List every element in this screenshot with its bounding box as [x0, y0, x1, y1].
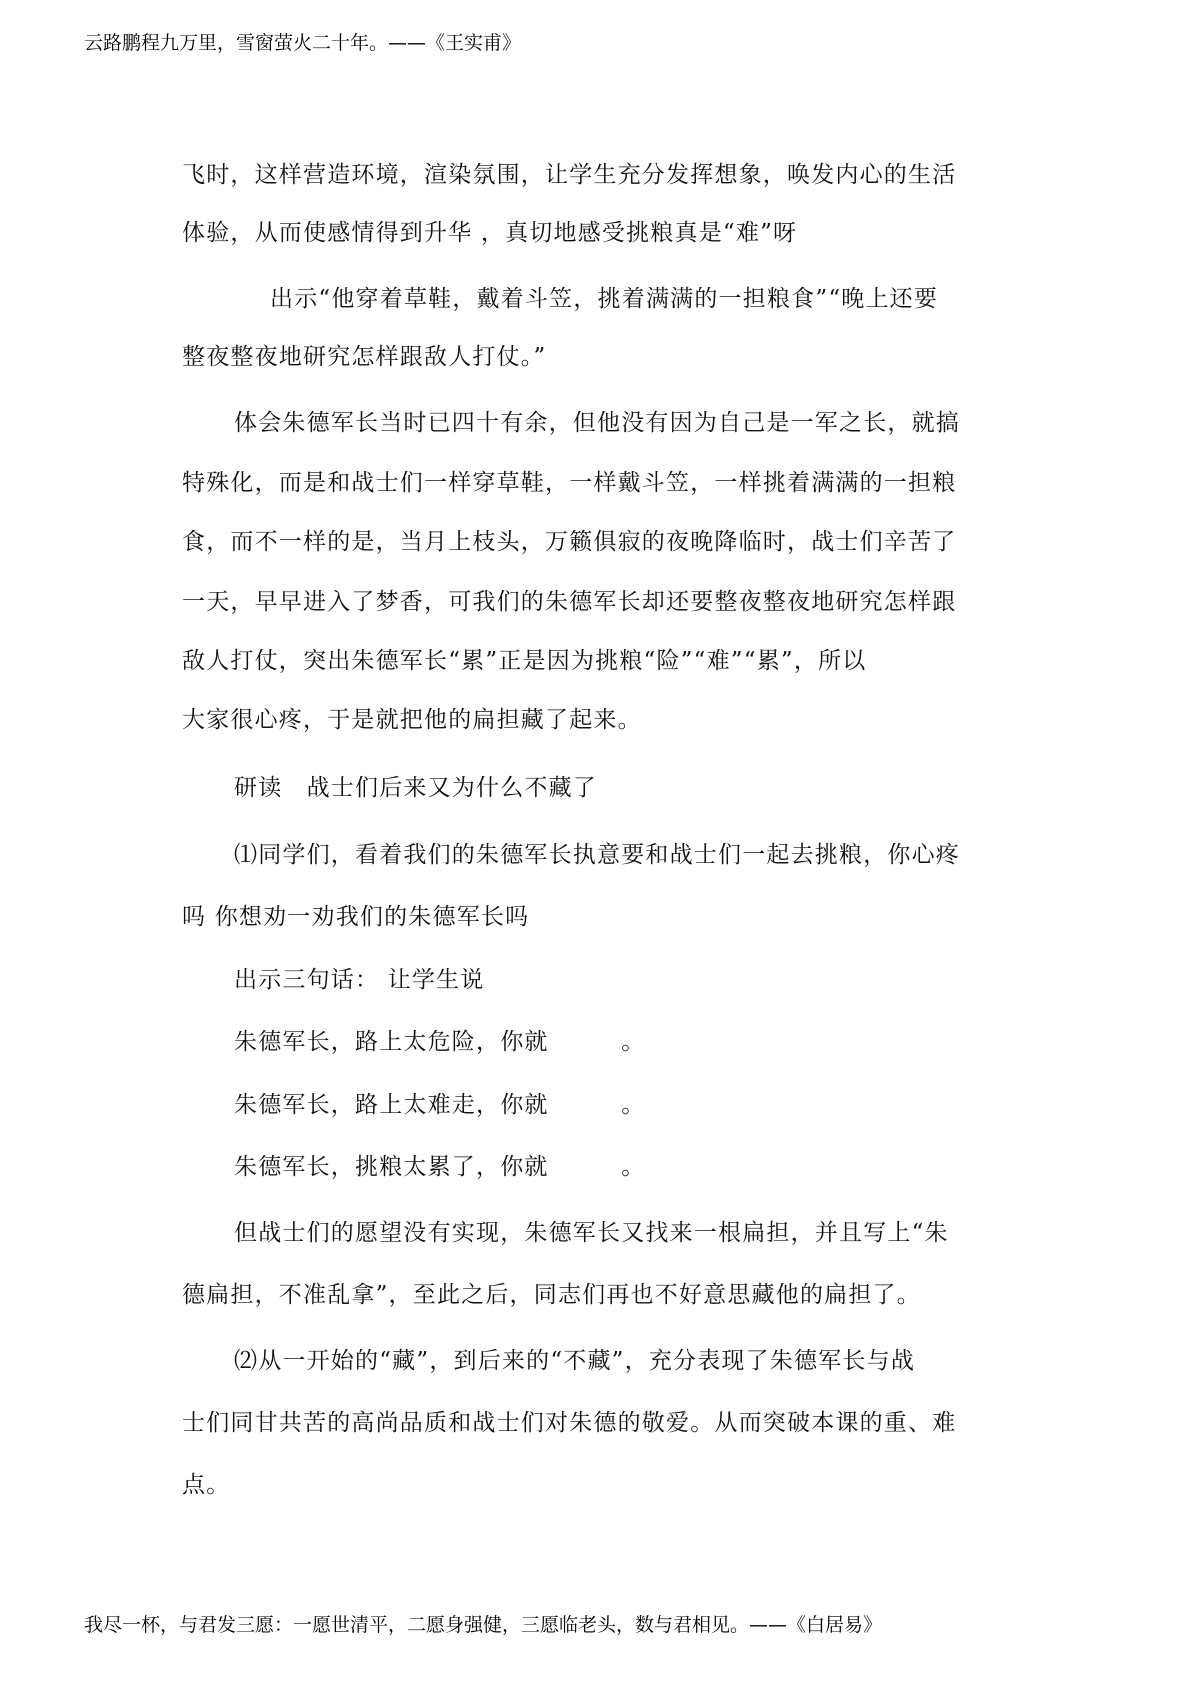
paragraph-line: 士们同甘共苦的高尚品质和战士们对朱德的敬爱。从而突破本课的重、难	[182, 1410, 957, 1436]
paragraph-line: 整夜整夜地研究怎样跟敌人打仗。”	[182, 344, 547, 370]
header-quote: 云路鹏程九万里，雪窗萤火二十年。——《王实甫》	[84, 32, 522, 54]
paragraph-line: 敌人打仗，突出朱德军长“累”正是因为挑粮“险”“难”“累”，所以	[182, 648, 867, 674]
paragraph-line: 德扁担，不准乱拿”，至此之后，同志们再也不好意思藏他的扁担了。	[182, 1282, 921, 1308]
paragraph-line: 但战士们的愿望没有实现，朱德军长又找来一根扁担，并且写上“朱	[234, 1220, 949, 1246]
paragraph-line: 食，而不一样的是，当月上枝头，万籁俱寂的夜晚降临时，战士们辛苦了	[182, 529, 957, 555]
section-heading: 研读 战士们后来又为什么不藏了	[234, 775, 597, 801]
sentence-item: 朱德军长，路上太难走，你就 。	[234, 1092, 646, 1118]
paragraph-line: 体验，从而使感情得到升华 ，真切地感受挑粮真是“难”呀	[182, 220, 798, 246]
sentence-item: 朱德军长，挑粮太累了，你就 。	[234, 1154, 646, 1180]
paragraph-line: ⑵从一开始的“藏”，到后来的“不藏”，充分表现了朱德军长与战	[234, 1348, 916, 1374]
footer-quote: 我尽一杯，与君发三愿：一愿世清平，二愿身强健，三愿临老头，数与君相见。——《白居易》	[84, 1614, 883, 1636]
paragraph-line: 出示“他穿着草鞋，戴着斗笠，挑着满满的一担粮食”“晚上还要	[270, 286, 939, 312]
paragraph-line: 大家很心疼，于是就把他的扁担藏了起来。	[182, 707, 642, 733]
paragraph-line: 点。	[182, 1472, 231, 1498]
paragraph-line: ⑴同学们，看着我们的朱德军长执意要和战士们一起去挑粮，你心疼	[234, 842, 960, 868]
paragraph-line: 体会朱德军长当时已四十有余，但他没有因为自己是一军之长，就搞	[234, 410, 960, 436]
paragraph-line: 特殊化，而是和战士们一样穿草鞋，一样戴斗笠，一样挑着满满的一担粮	[182, 470, 957, 496]
paragraph-line: 一天，早早进入了梦香，可我们的朱德军长却还要整夜整夜地研究怎样跟	[182, 589, 957, 615]
paragraph-line: 吗 你想劝一劝我们的朱德军长吗	[182, 904, 530, 930]
sentence-item: 朱德军长，路上太危险，你就 。	[234, 1029, 646, 1055]
paragraph-line: 飞时，这样营造环境，渲染氛围，让学生充分发挥想象，唤发内心的生活	[182, 162, 957, 188]
paragraph-line: 出示三句话： 让学生说	[234, 967, 485, 993]
